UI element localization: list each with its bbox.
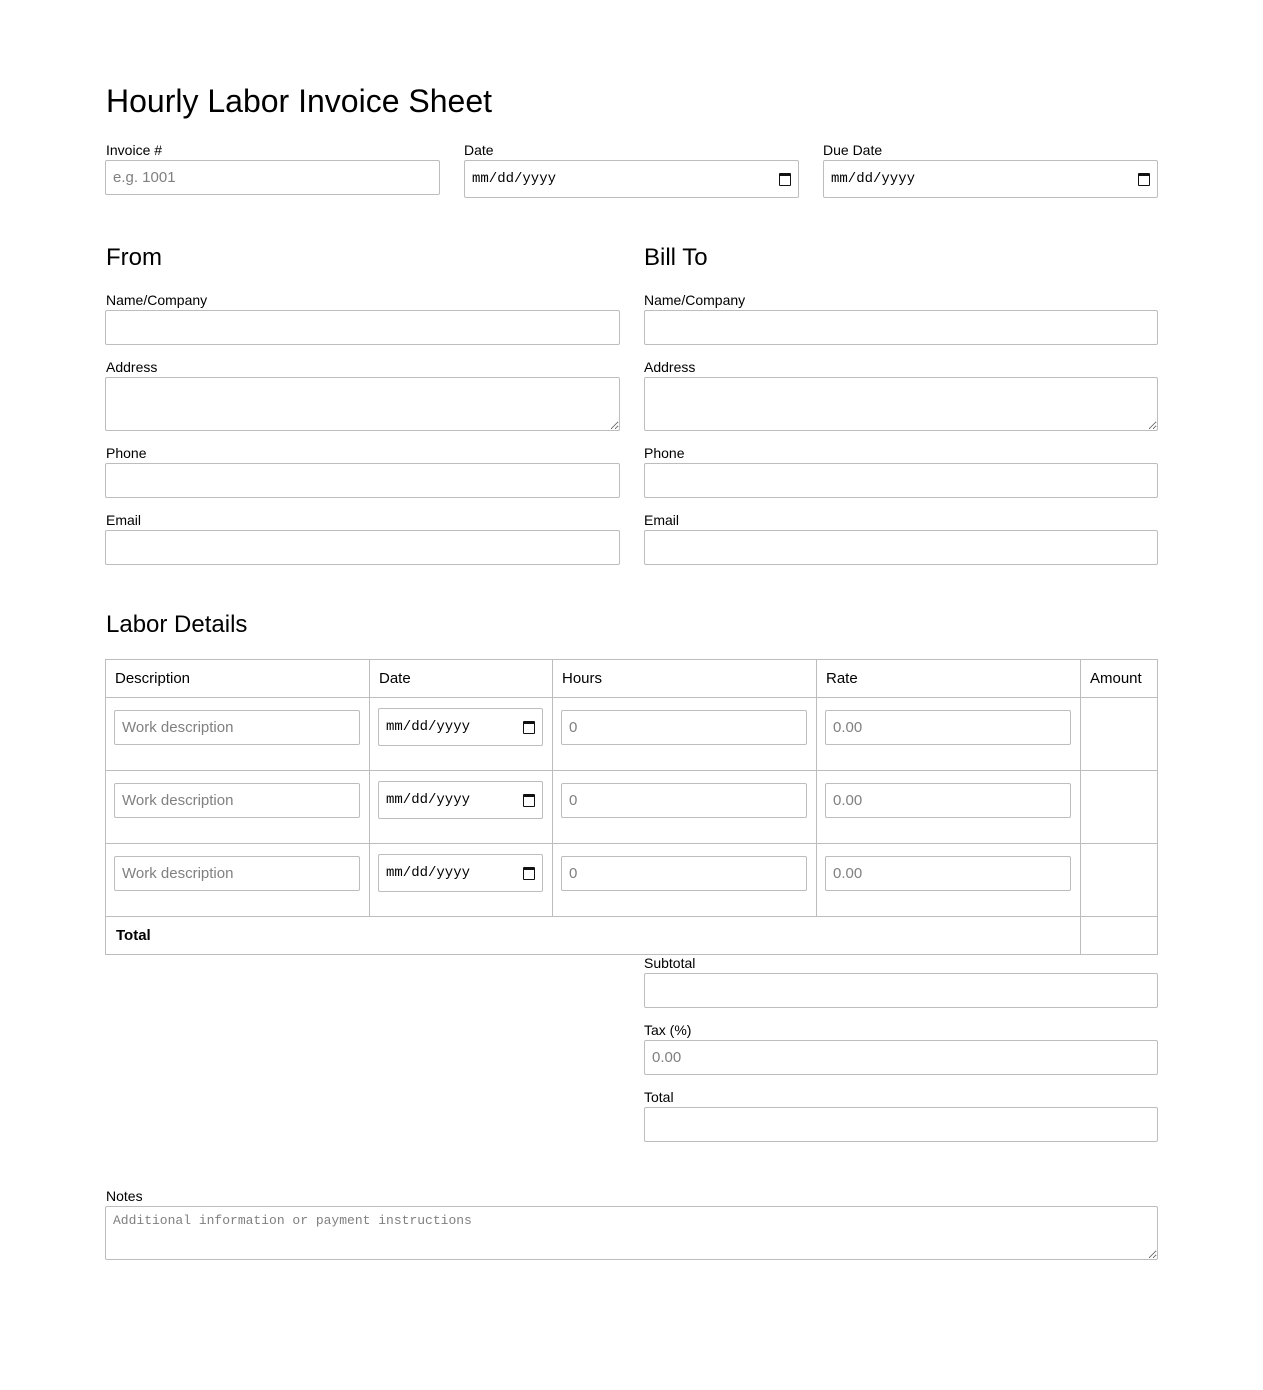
labor-table <box>105 659 1158 955</box>
labor-details-heading: Labor Details <box>106 611 248 638</box>
description-input[interactable] <box>114 710 360 745</box>
from-email-input[interactable] <box>105 530 620 565</box>
due-date-label: Due Date <box>823 142 883 158</box>
from-address-input[interactable] <box>105 377 620 431</box>
bill-to-heading: Bill To <box>644 244 708 271</box>
total-label: Total <box>644 1089 674 1105</box>
bill-to-address-label: Address <box>644 359 696 375</box>
from-name-label: Name/Company <box>106 292 208 308</box>
subtotal-label: Subtotal <box>644 955 696 971</box>
due-date-value: mm/dd/yyyy <box>831 171 916 187</box>
col-hours: Hours <box>553 660 817 698</box>
total-row-label: Total <box>106 917 1081 955</box>
bill-to-name-input[interactable] <box>644 310 1158 345</box>
table-row <box>106 844 1158 917</box>
tax-input[interactable] <box>644 1040 1158 1075</box>
hours-input[interactable] <box>561 856 807 891</box>
row-date-input[interactable] <box>378 708 543 746</box>
from-heading: From <box>106 244 162 271</box>
bill-to-phone-input[interactable] <box>644 463 1158 498</box>
calendar-icon[interactable] <box>779 173 791 186</box>
notes-label: Notes <box>106 1188 143 1204</box>
bill-to-phone-label: Phone <box>644 445 685 461</box>
invoice-number-input[interactable] <box>105 160 440 195</box>
tax-label: Tax (%) <box>644 1022 692 1038</box>
due-date-input[interactable] <box>823 160 1158 198</box>
table-header <box>106 660 1158 698</box>
row-date-value: mm/dd/yyyy <box>386 719 471 735</box>
from-address-label: Address <box>106 359 158 375</box>
date-label: Date <box>464 142 494 158</box>
table-row <box>106 771 1158 844</box>
date-input[interactable] <box>464 160 799 198</box>
rate-input[interactable] <box>825 783 1071 818</box>
notes-input[interactable] <box>105 1206 1158 1260</box>
invoice-label: Invoice # <box>106 142 163 158</box>
rate-input[interactable] <box>825 856 1071 891</box>
description-input[interactable] <box>114 856 360 891</box>
calendar-icon[interactable] <box>523 867 535 880</box>
amount-cell <box>1081 698 1158 771</box>
col-date: Date <box>370 660 553 698</box>
row-date-input[interactable] <box>378 781 543 819</box>
calendar-icon[interactable] <box>523 721 535 734</box>
calendar-icon[interactable] <box>1138 173 1150 186</box>
description-input[interactable] <box>114 783 360 818</box>
page-title: Hourly Labor Invoice Sheet <box>106 83 492 119</box>
hours-input[interactable] <box>561 710 807 745</box>
bill-to-address-input[interactable] <box>644 377 1158 431</box>
from-phone-input[interactable] <box>105 463 620 498</box>
subtotal-input[interactable] <box>644 973 1158 1008</box>
total-row <box>106 917 1158 955</box>
hours-input[interactable] <box>561 783 807 818</box>
table-row <box>106 698 1158 771</box>
date-value: mm/dd/yyyy <box>472 171 557 187</box>
row-date-value: mm/dd/yyyy <box>386 792 471 808</box>
from-email-label: Email <box>106 512 142 528</box>
amount-cell <box>1081 844 1158 917</box>
row-date-input[interactable] <box>378 854 543 892</box>
col-amount: Amount <box>1081 660 1158 698</box>
bill-to-email-label: Email <box>644 512 680 528</box>
bill-to-name-label: Name/Company <box>644 292 746 308</box>
amount-cell <box>1081 771 1158 844</box>
row-date-value: mm/dd/yyyy <box>386 865 471 881</box>
total-amount-cell <box>1081 917 1158 955</box>
total-input[interactable] <box>644 1107 1158 1142</box>
from-phone-label: Phone <box>106 445 147 461</box>
from-name-input[interactable] <box>105 310 620 345</box>
bill-to-email-input[interactable] <box>644 530 1158 565</box>
calendar-icon[interactable] <box>523 794 535 807</box>
col-description: Description <box>106 660 370 698</box>
col-rate: Rate <box>817 660 1081 698</box>
rate-input[interactable] <box>825 710 1071 745</box>
